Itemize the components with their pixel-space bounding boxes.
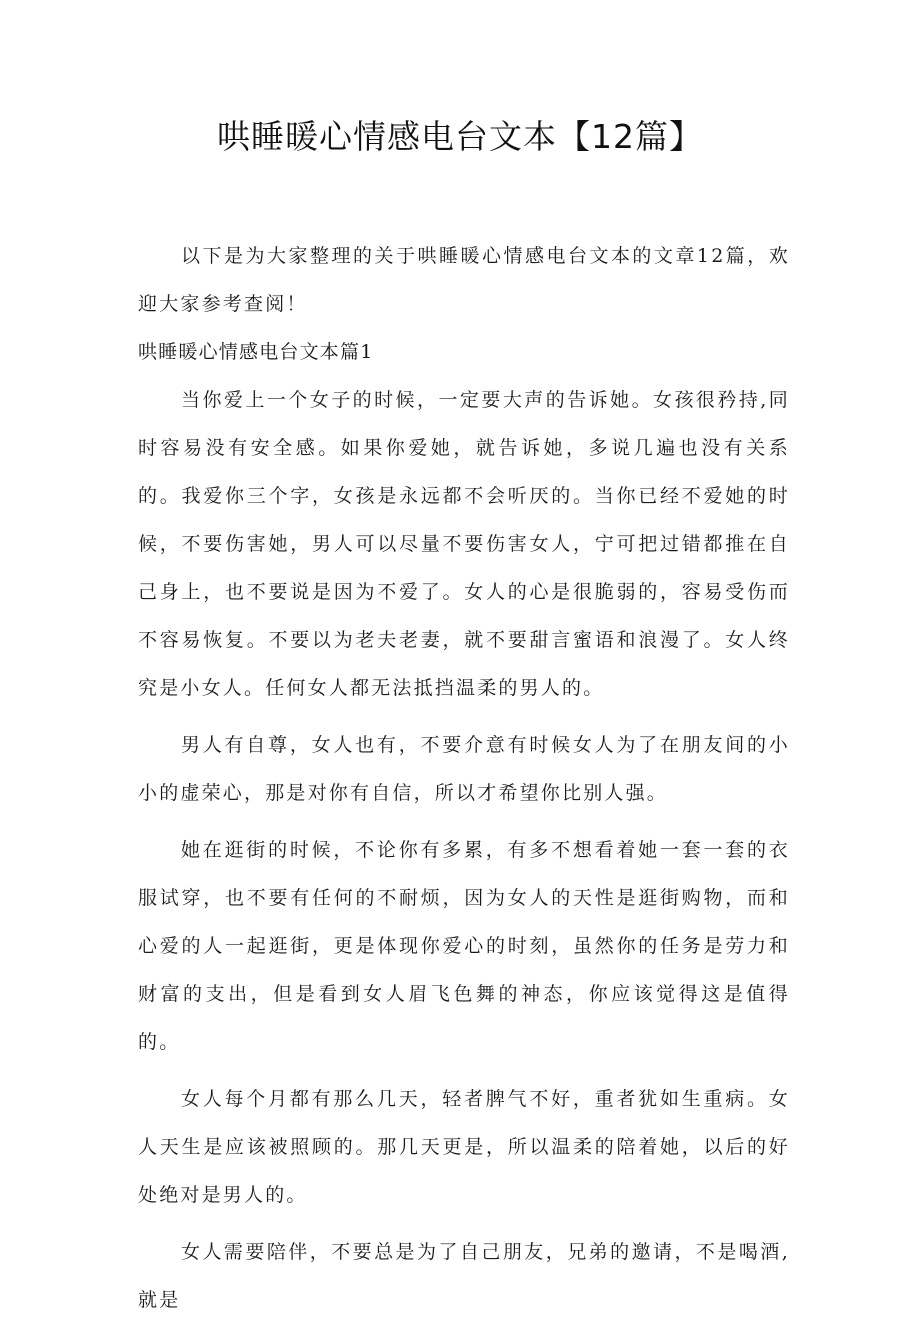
section-heading: 哄睡暖心情感电台文本篇1 — [138, 341, 374, 363]
document-body — [138, 232, 790, 1324]
document-title: 哄睡暖心情感电台文本【12篇】 — [217, 117, 703, 156]
paragraph-spacer — [138, 1066, 790, 1075]
paragraph-spacer — [138, 712, 790, 721]
paragraph-spacer — [138, 1219, 790, 1228]
body-paragraph-2: 男人有自尊，女人也有，不要介意有时候女人为了在朋友间的小小的虚荣心，那是对你有自信，所以才希望你比别人强。 — [138, 734, 790, 804]
body-paragraph-1: 当你爱上一个女子的时候，一定要大声的告诉她。女孩很矜持,同时容易没有安全感。如果你爱她，就告诉她，多说几遍也没有关系的。我爱你三个字，女孩是永远都不会听厌的。当你已经不爱她的时候，不要伤害她，男人可以尽量不要伤害女人，宁可把过错都推在自己身上，也不要说是因为不爱了。女人的心是很脆弱的，容易受伤而不容易恢复。不要以为老夫老妻，就不要甜言蜜语和浪漫了。女人终究是小女人。任何女人都无法抵挡温柔的男人的。 — [138, 389, 790, 699]
body-paragraph-5: 女人需要陪伴，不要总是为了自己朋友，兄弟的邀请，不是喝酒,就是 — [138, 1241, 790, 1311]
body-paragraph-4: 女人每个月都有那么几天，轻者脾气不好，重者犹如生重病。女人天生是应该被照顾的。那几天更是，所以温柔的陪着她，以后的好处绝对是男人的。 — [138, 1088, 790, 1206]
intro-paragraph: 以下是为大家整理的关于哄睡暖心情感电台文本的文章12篇，欢迎大家参考查阅！ — [138, 245, 790, 315]
paragraph-spacer — [138, 817, 790, 826]
body-paragraph-3: 她在逛街的时候，不论你有多累，有多不想看着她一套一套的衣服试穿，也不要有任何的不耐烦，因为女人的天性是逛街购物，而和心爱的人一起逛街，更是体现你爱心的时刻，虽然你的任务是劳力和财富的支出，但是看到女人眉飞色舞的神态，你应该觉得这是值得的。 — [138, 839, 790, 1053]
